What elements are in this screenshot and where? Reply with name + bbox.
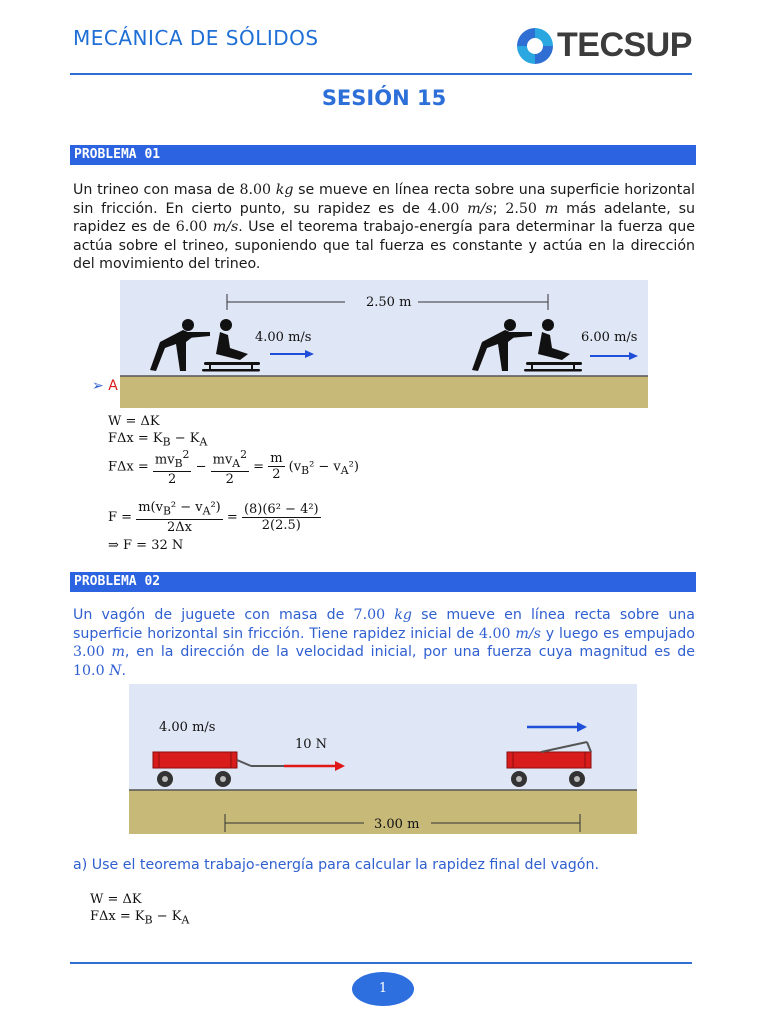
answer-bullet: ➢ A: [92, 378, 118, 394]
problem-01-heading: PROBLEMA 01: [70, 145, 696, 165]
problem-01-statement: Un trineo con masa de 8.00 kg se mueve en línea recta sobre una superficie horizontal sin fricción. En cierto punto, su rapidez es de 4.00 m/s; 2.50 m más adelante, su rapidez es de 6.00 m/s. Use el teorema trabajo-energía para determinar la fuerza que actúa sobre el trineo, suponiendo que tal fuerza es constante y actúa en la dirección del movimiento del trineo.: [73, 182, 696, 272]
problem-02-question-a: a) Use el teorema trabajo-energía para calcular la rapidez final del vagón.: [73, 857, 599, 873]
tecsup-logo-icon: [513, 24, 557, 68]
sled-final-speed-label: 6.00 m/s: [581, 330, 638, 345]
sled-figure: [120, 280, 648, 408]
wagon-force-label: 10 N: [295, 737, 328, 752]
equation-work-energy: W = ΔK: [108, 414, 160, 429]
sled-initial-speed-label: 4.00 m/s: [255, 330, 312, 345]
equation-force-solution: F = $\frac{m(v_B^2 - v_A^2)}{2\Delta x}$ = $\frac{\text{(8)(6² − 4²)}}{2(2.5)}$: [108, 500, 319, 535]
wagon-distance-label: 3.00 m: [374, 817, 420, 832]
equation-force-result: ⇒ F = 32 N: [108, 538, 184, 553]
wagon-figure: [129, 684, 637, 834]
page-number-badge: 1: [352, 972, 414, 1006]
equation-work-energy-2: W = ΔK: [90, 892, 142, 907]
sled-distance-label: 2.50 m: [366, 295, 412, 310]
tecsup-logo: [513, 24, 695, 68]
equation-force-displacement: $F\Delta x = K_B - K_A$: [108, 431, 208, 449]
equation-force-displacement-2: $F\Delta x = K_B - K_A$: [90, 909, 190, 927]
footer-divider: [70, 962, 692, 964]
tecsup-logo-text: TECSUP: [557, 26, 692, 64]
problem-02-statement: Un vagón de juguete con masa de 7.00 kg se mueve en línea recta sobre una superficie horizontal sin fricción. Tiene rapidez inicial de 4.00 m/s y luego es empujado 3.00 m, en la dirección de la velocidad inicial, por una fuerza cuya magnitud es de 10.0 N.: [73, 607, 695, 679]
problem-02-heading: PROBLEMA 02: [70, 572, 696, 592]
document-header-title: MECÁNICA DE SÓLIDOS: [73, 26, 319, 50]
session-title: SESIÓN 15: [321, 86, 447, 110]
equation-kinetic-expansion: FΔx = $\frac{mv_B^2}{2}$ − $\frac{mv_A^2}{2}$ = $\frac{m}{2}$ $(v_B^2 - v_A^2)$: [108, 448, 359, 487]
header-divider: [70, 73, 692, 75]
bullet-arrow-icon: ➢: [92, 378, 104, 394]
wagon-initial-speed-label: 4.00 m/s: [159, 720, 216, 735]
